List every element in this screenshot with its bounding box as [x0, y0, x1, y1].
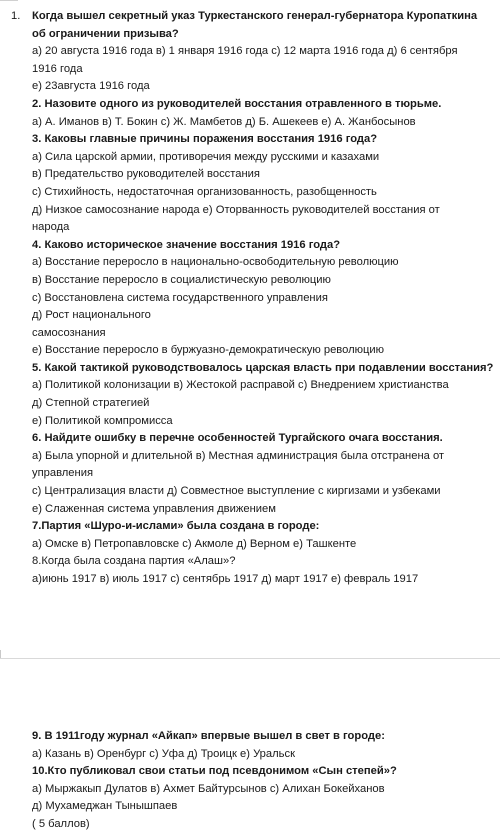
question-3-answer-d: д) Низкое самосознание народа е) Оторванность руководителей восстания от: [32, 203, 440, 216]
question-2-answers: а) А. Иманов в) Т. Бокин с) Ж. Мамбетов д) Б. Ашекеев е) А. Жанбосынов: [32, 115, 416, 128]
question-3-text: 3. Каковы главные причины поражения восстания 1916 года?: [32, 133, 378, 146]
question-10-answer-d: д) Мухамеджан Тынышпаев: [32, 800, 178, 813]
question-5-answer-a: а) Политикой колонизации в) Жестокой расправой с) Внедрением христианства: [32, 379, 449, 392]
question-10-text: 10.Кто публиковал свои статьи под псевдонимом «Сын степей»?: [32, 765, 397, 778]
question-3-answer-a: а) Сила царской армии, противоречия между русскими и казахами: [32, 150, 380, 163]
question-2-text: 2. Назовите одного из руководителей восстания отравленного в тюрьме.: [32, 97, 442, 110]
question-3-answer-c: с) Стихийность, недостаточная организованность, разобщенность: [32, 185, 377, 198]
score-note: ( 5 баллов): [32, 817, 90, 830]
question-4-text: 4. Каково историческое значение восстания 1916 года?: [32, 238, 341, 251]
question-1-answer-e: е) 23августа 1916 года: [32, 80, 150, 93]
question-4-answer-a: а) Восстание переросло в национально-освободительную революцию: [32, 256, 399, 269]
question-4-answer-e: е) Восстание переросло в буржуазно-демократическую революцию: [32, 344, 385, 357]
question-10-answer-a: а) Мыржакып Дулатов в) Ахмет Байтурсынов с) Алихан Бокейханов: [32, 782, 385, 795]
question-1-text-cont: об ограничении призыва?: [32, 27, 179, 40]
question-5-answer-d: д) Степной стратегией: [32, 397, 150, 410]
question-6-answer-e: е) Слаженная система управления движением: [32, 502, 276, 515]
question-6-answer-a: а) Была упорной и длительной в) Местная администрация была отстранена от: [32, 449, 445, 462]
page-divider-mark: [0, 650, 9, 658]
question-1-text: Когда вышел секретный указ Туркестанского генерал-губернатора Куропаткина: [32, 10, 478, 22]
question-3-answer-b: в) Предательство руководителей восстания: [32, 168, 260, 181]
question-9-answers: а) Казань в) Оренбург с) Уфа д) Троицк е) Уральск: [32, 747, 295, 760]
question-6-answer-c: с) Централизация власти д) Совместное выступление с киргизами и узбеками: [32, 485, 441, 498]
question-9-text: 9. В 1911году журнал «Айкап» впервые вышел в свет в городе:: [32, 730, 385, 742]
question-5-answer-e: е) Политикой компромисса: [32, 414, 173, 427]
question-4-answer-b: в) Восстание переросло в социалистическую революцию: [32, 273, 331, 286]
question-6-text: 6. Найдите ошибку в перечне особенностей Тургайского очага восстания.: [32, 432, 443, 445]
question-5-text: 5. Какой тактикой руководствовалось царская власть при подавлении восстания?: [32, 361, 494, 374]
question-7-answers: а) Омске в) Петропавловске с) Акмоле д) Верном е) Ташкенте: [32, 537, 357, 550]
page-edge-mark: [0, 0, 18, 4]
page-divider: [0, 658, 500, 659]
question-4-answer-d: д) Рост национального: [32, 309, 151, 322]
question-6-answer-a-cont: управления: [32, 467, 94, 480]
question-4-answer-d-cont: самосознания: [32, 326, 106, 339]
question-3-answer-d-cont: народа: [32, 221, 70, 234]
question-7-text: 7.Партия «Шуро-и-ислами» была создана в городе:: [32, 520, 320, 533]
question-1-answers-cont: 1916 года: [32, 62, 83, 75]
question-8-text: 8.Когда была создана партия «Алаш»?: [32, 555, 236, 568]
question-number: 1.: [11, 10, 21, 22]
question-4-answer-c: с) Восстановлена система государственного управления: [32, 291, 328, 304]
question-8-answers: а)июнь 1917 в) июль 1917 с) сентябрь 1917 д) март 1917 е) февраль 1917: [32, 573, 419, 585]
question-9-10-block: [32, 728, 494, 834]
question-1-answers: а) 20 августа 1916 года в) 1 января 1916 года с) 12 марта 1916 года д) 6 сентября: [32, 45, 458, 58]
